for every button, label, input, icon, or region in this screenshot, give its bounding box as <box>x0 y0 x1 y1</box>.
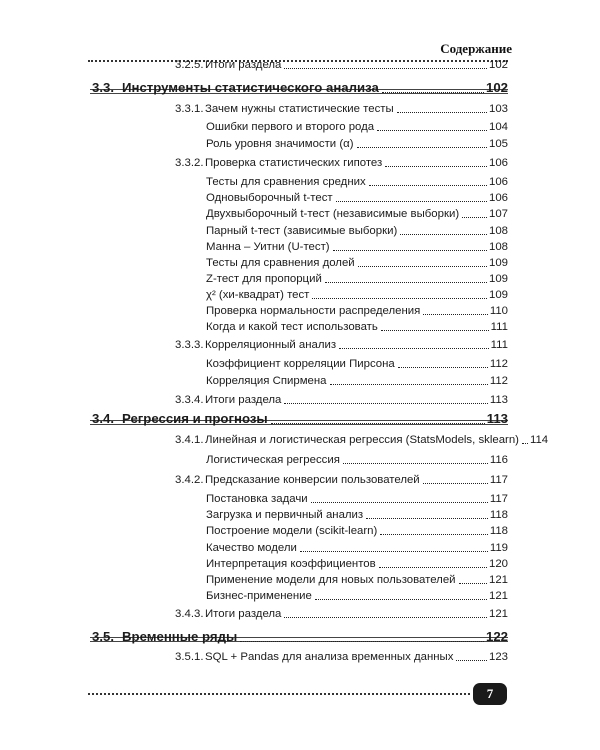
toc-page-number: 123 <box>488 651 508 663</box>
toc-item-entry <box>206 117 508 134</box>
toc-subsection-entry <box>175 470 508 487</box>
toc-title: Итоги раздела <box>205 608 282 620</box>
toc-item-entry <box>206 570 508 587</box>
toc-title: Временные ряды <box>122 629 238 644</box>
toc-title: Инструменты статистического анализа <box>122 80 379 95</box>
toc-page-number: 106 <box>488 176 508 188</box>
toc-title: Проверка статистических гипотез <box>205 157 383 169</box>
dot-leader <box>339 348 489 349</box>
toc-page-number: 117 <box>489 474 508 486</box>
toc-page-number: 113 <box>489 394 508 406</box>
toc-title: Проверка нормальности распределения <box>206 305 421 317</box>
toc-item-entry <box>206 221 508 238</box>
toc-title: Бизнес-применение <box>206 590 312 602</box>
dot-leader <box>358 266 487 267</box>
toc-item-entry <box>206 204 508 221</box>
page-number-badge: 7 <box>473 683 507 705</box>
dot-leader <box>311 502 488 503</box>
dot-leader <box>462 217 487 218</box>
toc-item-entry <box>206 317 508 334</box>
toc-page-number: 112 <box>489 358 508 370</box>
toc-page-number: 108 <box>488 241 508 253</box>
toc-page-number: 114 <box>529 434 549 446</box>
dot-leader <box>423 314 488 315</box>
toc-number: 3.4.2. <box>175 474 204 486</box>
toc-page-number: 102 <box>485 80 508 95</box>
toc-title: Роль уровня значимости (α) <box>206 138 354 150</box>
toc-item-entry <box>206 134 508 151</box>
toc-title: SQL + Pandas для анализа временных данных <box>205 651 454 663</box>
dot-leader <box>379 567 487 568</box>
dot-leader <box>385 166 487 167</box>
dot-leader <box>377 130 487 131</box>
dot-leader <box>312 298 487 299</box>
toc-number: 3.3.3. <box>175 339 204 351</box>
toc-title: Двухвыборочный t-тест (независимые выборки) <box>206 208 460 220</box>
toc-title: Линейная и логистическая регрессия (StatsModels, sklearn) <box>205 434 519 446</box>
toc-page-number: 104 <box>488 121 508 133</box>
toc-page-number: 108 <box>488 225 508 237</box>
toc-title: Когда и какой тест использовать <box>206 321 378 333</box>
toc-item-entry <box>206 554 508 571</box>
toc-title: Одновыборочный t-тест <box>206 192 333 204</box>
toc-number: 3.4.3. <box>175 608 204 620</box>
toc-title: Корреляция Спирмена <box>206 375 327 387</box>
toc-item-entry <box>206 237 508 254</box>
toc-item-entry <box>206 285 508 302</box>
toc-item-entry <box>206 188 508 205</box>
toc-subsection-entry <box>175 604 508 621</box>
dot-leader <box>382 92 484 93</box>
toc-title: Ошибки первого и второго рода <box>206 121 375 133</box>
toc-page-number: 122 <box>485 629 508 644</box>
toc-page-number: 112 <box>489 375 508 387</box>
toc-item-entry <box>206 450 508 467</box>
toc-title: Тесты для сравнения долей <box>206 257 355 269</box>
toc-title: Логистическая регрессия <box>206 454 340 466</box>
toc-page-number: 105 <box>488 138 508 150</box>
toc-number: 3.2.5. <box>175 59 204 71</box>
dot-leader <box>459 583 487 584</box>
dot-leader <box>423 483 488 484</box>
toc-number: 3.4.1. <box>175 434 204 446</box>
toc-title: Зачем нужны статистические тесты <box>205 103 394 115</box>
toc-page-number: 111 <box>490 321 508 333</box>
toc-title: Построение модели (scikit-learn) <box>206 525 378 537</box>
dot-leader <box>380 534 488 535</box>
toc-item-entry <box>206 521 508 538</box>
toc-number: 3.5. <box>92 629 114 644</box>
toc-title: χ² (хи-квадрат) тест <box>206 289 310 301</box>
toc-page-number: 109 <box>488 273 508 285</box>
toc-item-entry <box>206 586 508 603</box>
toc-page-number: 121 <box>488 590 508 602</box>
toc-title: Корреляционный анализ <box>205 339 337 351</box>
dot-leader <box>284 68 487 69</box>
dot-leader <box>397 112 487 113</box>
toc-page-number: 110 <box>489 305 508 317</box>
toc-page-number: 119 <box>489 542 508 554</box>
dot-leader <box>300 551 488 552</box>
dot-leader <box>325 282 487 283</box>
toc-number: 3.3.2. <box>175 157 204 169</box>
toc-section-entry <box>92 626 508 645</box>
toc-page-number: 109 <box>488 257 508 269</box>
toc-title: Итоги раздела <box>205 59 282 71</box>
toc-title: Загрузка и первичный анализ <box>206 509 364 521</box>
dot-leader <box>330 384 488 385</box>
toc-title: Предсказание конверсии пользователей <box>205 474 420 486</box>
toc-number: 3.4. <box>92 411 114 426</box>
toc-item-entry <box>206 269 508 286</box>
toc-item-entry <box>206 253 508 270</box>
toc-title: Постановка задачи <box>206 493 308 505</box>
toc-number: 3.5.1. <box>175 651 204 663</box>
toc-section-entry <box>92 408 508 427</box>
toc-title: Парный t-тест (зависимые выборки) <box>206 225 398 237</box>
toc-page-number: 121 <box>488 608 508 620</box>
toc-title: Интерпретация коэффициентов <box>206 558 376 570</box>
running-head: Содержание <box>440 41 512 56</box>
toc-item-entry <box>206 538 508 555</box>
toc-item-entry <box>206 172 508 189</box>
dot-leader <box>343 463 488 464</box>
toc-item-entry <box>206 505 508 522</box>
toc-title: Применение модели для новых пользователей <box>206 574 456 586</box>
toc-page-number: 103 <box>488 103 508 115</box>
toc-page-number: 107 <box>488 208 508 220</box>
toc-title: Регрессия и прогнозы <box>122 411 268 426</box>
toc-title: Итоги раздела <box>205 394 282 406</box>
toc-subsection-entry <box>175 55 508 72</box>
dot-leader <box>315 599 487 600</box>
toc-page-number: 117 <box>489 493 508 505</box>
toc-number: 3.3.1. <box>175 103 204 115</box>
toc-page-number: 113 <box>486 411 508 426</box>
toc-page-number: 106 <box>488 192 508 204</box>
toc-item-entry <box>206 371 508 388</box>
toc-page-number: 116 <box>489 454 508 466</box>
toc-title: Качество модели <box>206 542 297 554</box>
toc-subsection-entry <box>175 99 508 116</box>
toc-page-number: 106 <box>488 157 508 169</box>
toc-section-entry <box>92 77 508 96</box>
footer-dotted-rule <box>88 693 470 695</box>
dot-leader <box>284 617 487 618</box>
toc-page-number: 118 <box>489 525 508 537</box>
dot-leader <box>333 250 487 251</box>
dot-leader <box>357 147 487 148</box>
toc-title: Коэффициент корреляции Пирсона <box>206 358 395 370</box>
dot-leader <box>284 403 487 404</box>
toc-subsection-entry <box>175 647 508 664</box>
toc-subsection-entry <box>175 335 508 352</box>
toc-item-entry <box>206 354 508 371</box>
toc-title: Тесты для сравнения средних <box>206 176 366 188</box>
dot-leader <box>398 367 488 368</box>
dot-leader <box>400 234 487 235</box>
toc-subsection-entry <box>175 390 508 407</box>
toc-title: Манна – Уитни (U-тест) <box>206 241 330 253</box>
toc-title: Z-тест для пропорций <box>206 273 322 285</box>
toc-page-number: 120 <box>488 558 508 570</box>
dot-leader <box>271 423 485 424</box>
dot-leader <box>381 330 489 331</box>
toc-page-number: 109 <box>488 289 508 301</box>
toc-item-entry <box>206 301 508 318</box>
toc-subsection-entry <box>175 153 508 170</box>
toc-number: 3.3. <box>92 80 114 95</box>
dot-leader <box>336 201 487 202</box>
dot-leader <box>369 185 487 186</box>
dot-leader <box>456 660 487 661</box>
toc-page-number: 102 <box>488 59 508 71</box>
dot-leader <box>366 518 488 519</box>
dot-leader <box>240 641 484 642</box>
toc-page-number: 121 <box>488 574 508 586</box>
toc-page-number: 118 <box>489 509 508 521</box>
dot-leader <box>522 443 528 444</box>
toc-number: 3.3.4. <box>175 394 204 406</box>
toc-subsection-entry <box>175 430 549 447</box>
toc-item-entry <box>206 489 508 506</box>
toc-page-number: 111 <box>490 339 508 351</box>
